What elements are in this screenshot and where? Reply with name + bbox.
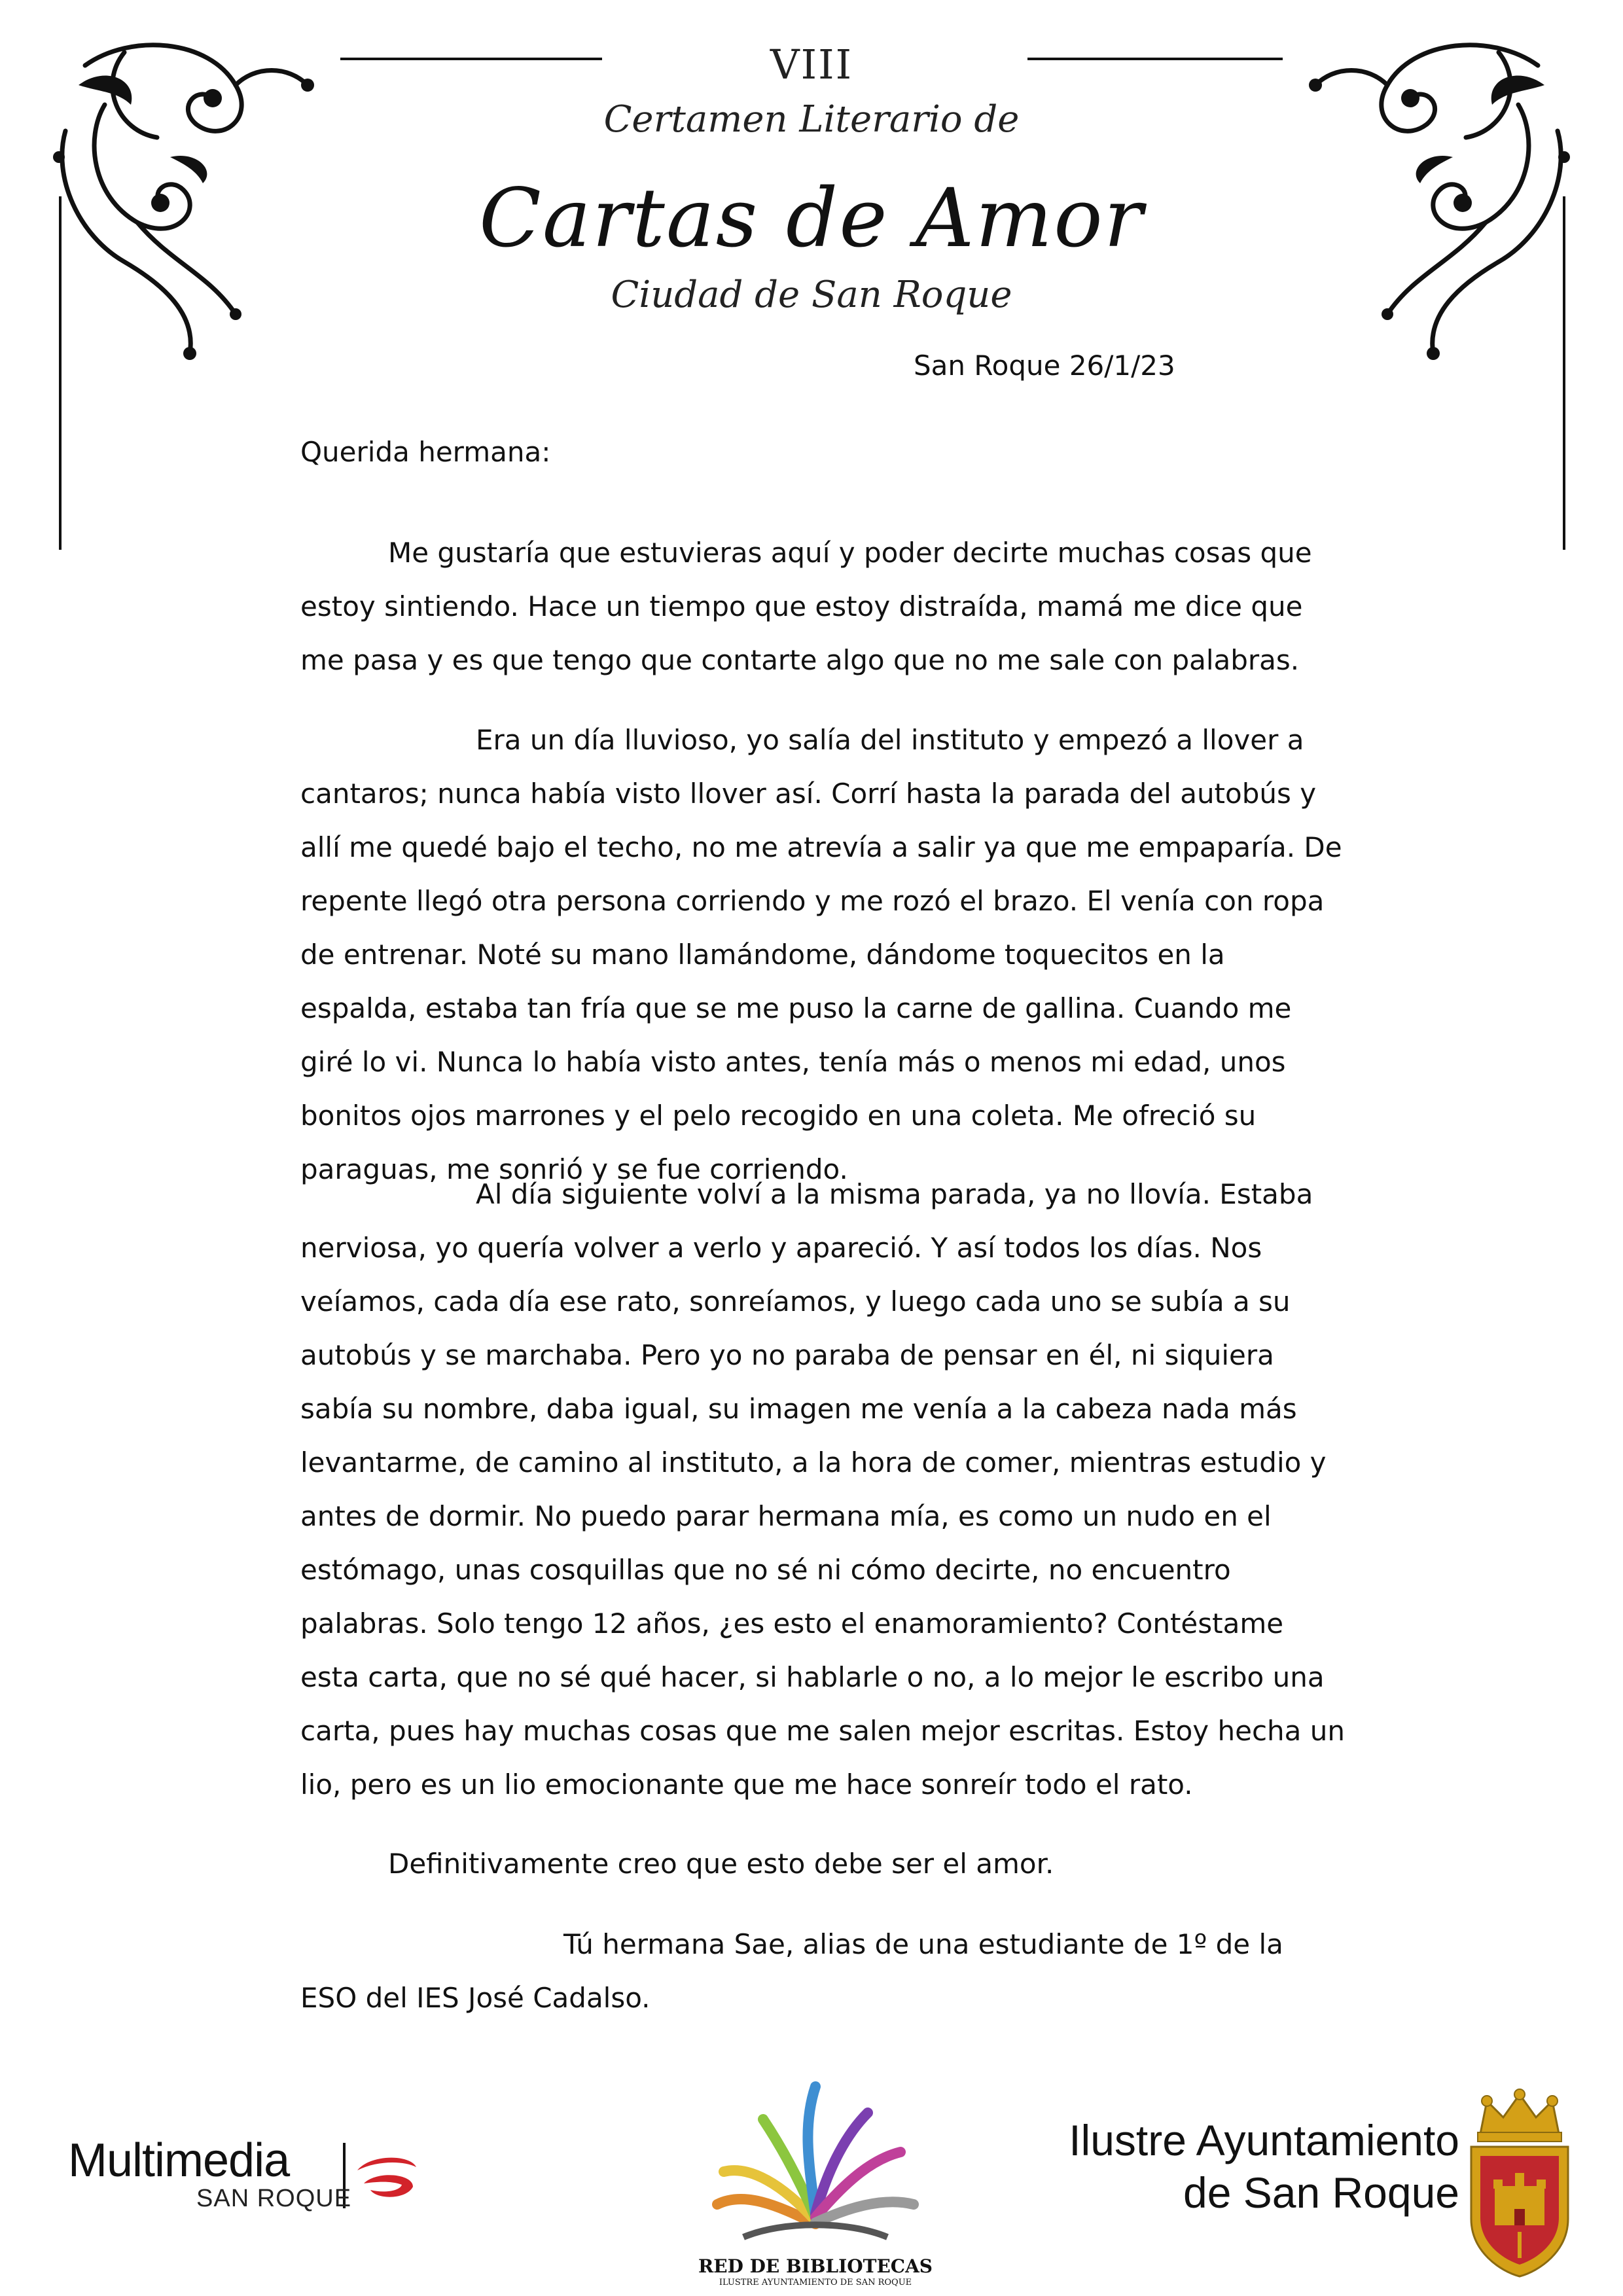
contest-subtitle: Certamen Literario de xyxy=(603,98,1020,141)
contest-edition: VIII xyxy=(770,41,853,88)
letter-signature: Tú hermana Sae, alias de una estudiante de 1º de la ESO del IES José Cadalso. xyxy=(300,1928,1283,2014)
multimedia-logo-name: Multimedia xyxy=(68,2134,290,2187)
page-title: Cartas de Amor xyxy=(478,171,1145,266)
letter-paragraph: Definitivamente creo que esto debe ser el amor. xyxy=(388,1848,1054,1880)
library-network-subtitle: ILUSTRE AYUNTAMIENTO DE SAN ROQUE xyxy=(719,2278,912,2287)
letter-date: San Roque 26/1/23 xyxy=(914,350,1175,382)
multimedia-logo xyxy=(68,2134,435,2212)
library-fan-icon xyxy=(704,2073,927,2250)
multimedia-logo-sub: SAN ROQUE xyxy=(196,2185,352,2212)
letter-paragraph: Me gustaría que estuvieras aquí y poder decirte muchas cosas que estoy sintiendo. Hace un tiempo que estoy distraída, mamá me dice que me pasa y es que tengo que contarte algo que no me sale con palabras. xyxy=(300,537,1312,676)
council-name-line2: de San Roque xyxy=(1183,2168,1459,2217)
letter-paragraph: Al día siguiente volví a la misma parada, ya no llovía. Estaba nerviosa, yo quería volver a verlo y apareció. Y así todos los días. Nos veíamos, cada día ese rato, sonreíamos, y luego cada uno se subía a su autobús y se marchaba. Pero yo no paraba de pensar en él, ni siquiera sabía su nombre, daba igual, su imagen me venía a la cabeza nada más levantarme, de camino al instituto, a la hora de comer, mientras estudio y antes de dormir. No puedo parar hermana mía, es como un nudo en el estómago, unas cosquillas que no sé ni cómo decirte, no encuentro palabras. Solo tengo 12 años, ¿es esto el enamoramiento? Contéstame esta carta, que no sé qué hacer, si hablarle o no, a lo mejor le escribo una carta, pues hay muchas cosas que me salen mejor escritas. Estoy hecha un lio, pero es un lio emocionante que me hace sonreír todo el rato. xyxy=(300,1178,1345,1801)
library-network-logo xyxy=(678,2073,953,2296)
council-name xyxy=(1054,2114,1459,2219)
letter-greeting: Querida hermana: xyxy=(300,436,551,468)
library-network-title: RED DE BIBLIOTECAS xyxy=(698,2255,933,2277)
council-name-line1: Ilustre Ayuntamiento xyxy=(1069,2116,1459,2164)
multimedia-swirl-icon xyxy=(351,2151,423,2203)
contest-city: Ciudad de San Roque xyxy=(611,274,1012,316)
letter-paragraph: Era un día lluvioso, yo salía del instituto y empezó a llover a cantaros; nunca había visto llover así. Corrí hasta la parada del autobús y allí me quedé bajo el techo, no me atrevía a salir ya que me empaparía. De repente llegó otra persona corriendo y me rozó el brazo. El venía con ropa de entrenar. Noté su mano llamándome, dándome toquecitos en la espalda, estaba tan fría que se me puso la carne de gallina. Cuando me giré lo vi. Nunca lo había visto antes, tenía más o menos mi edad, unos bonitos ojos marrones y el pelo recogido en una coleta. Me ofreció su paraguas, me sonrió y se fue corriendo. xyxy=(300,724,1342,1185)
coat-of-arms-icon xyxy=(1461,2088,1578,2278)
